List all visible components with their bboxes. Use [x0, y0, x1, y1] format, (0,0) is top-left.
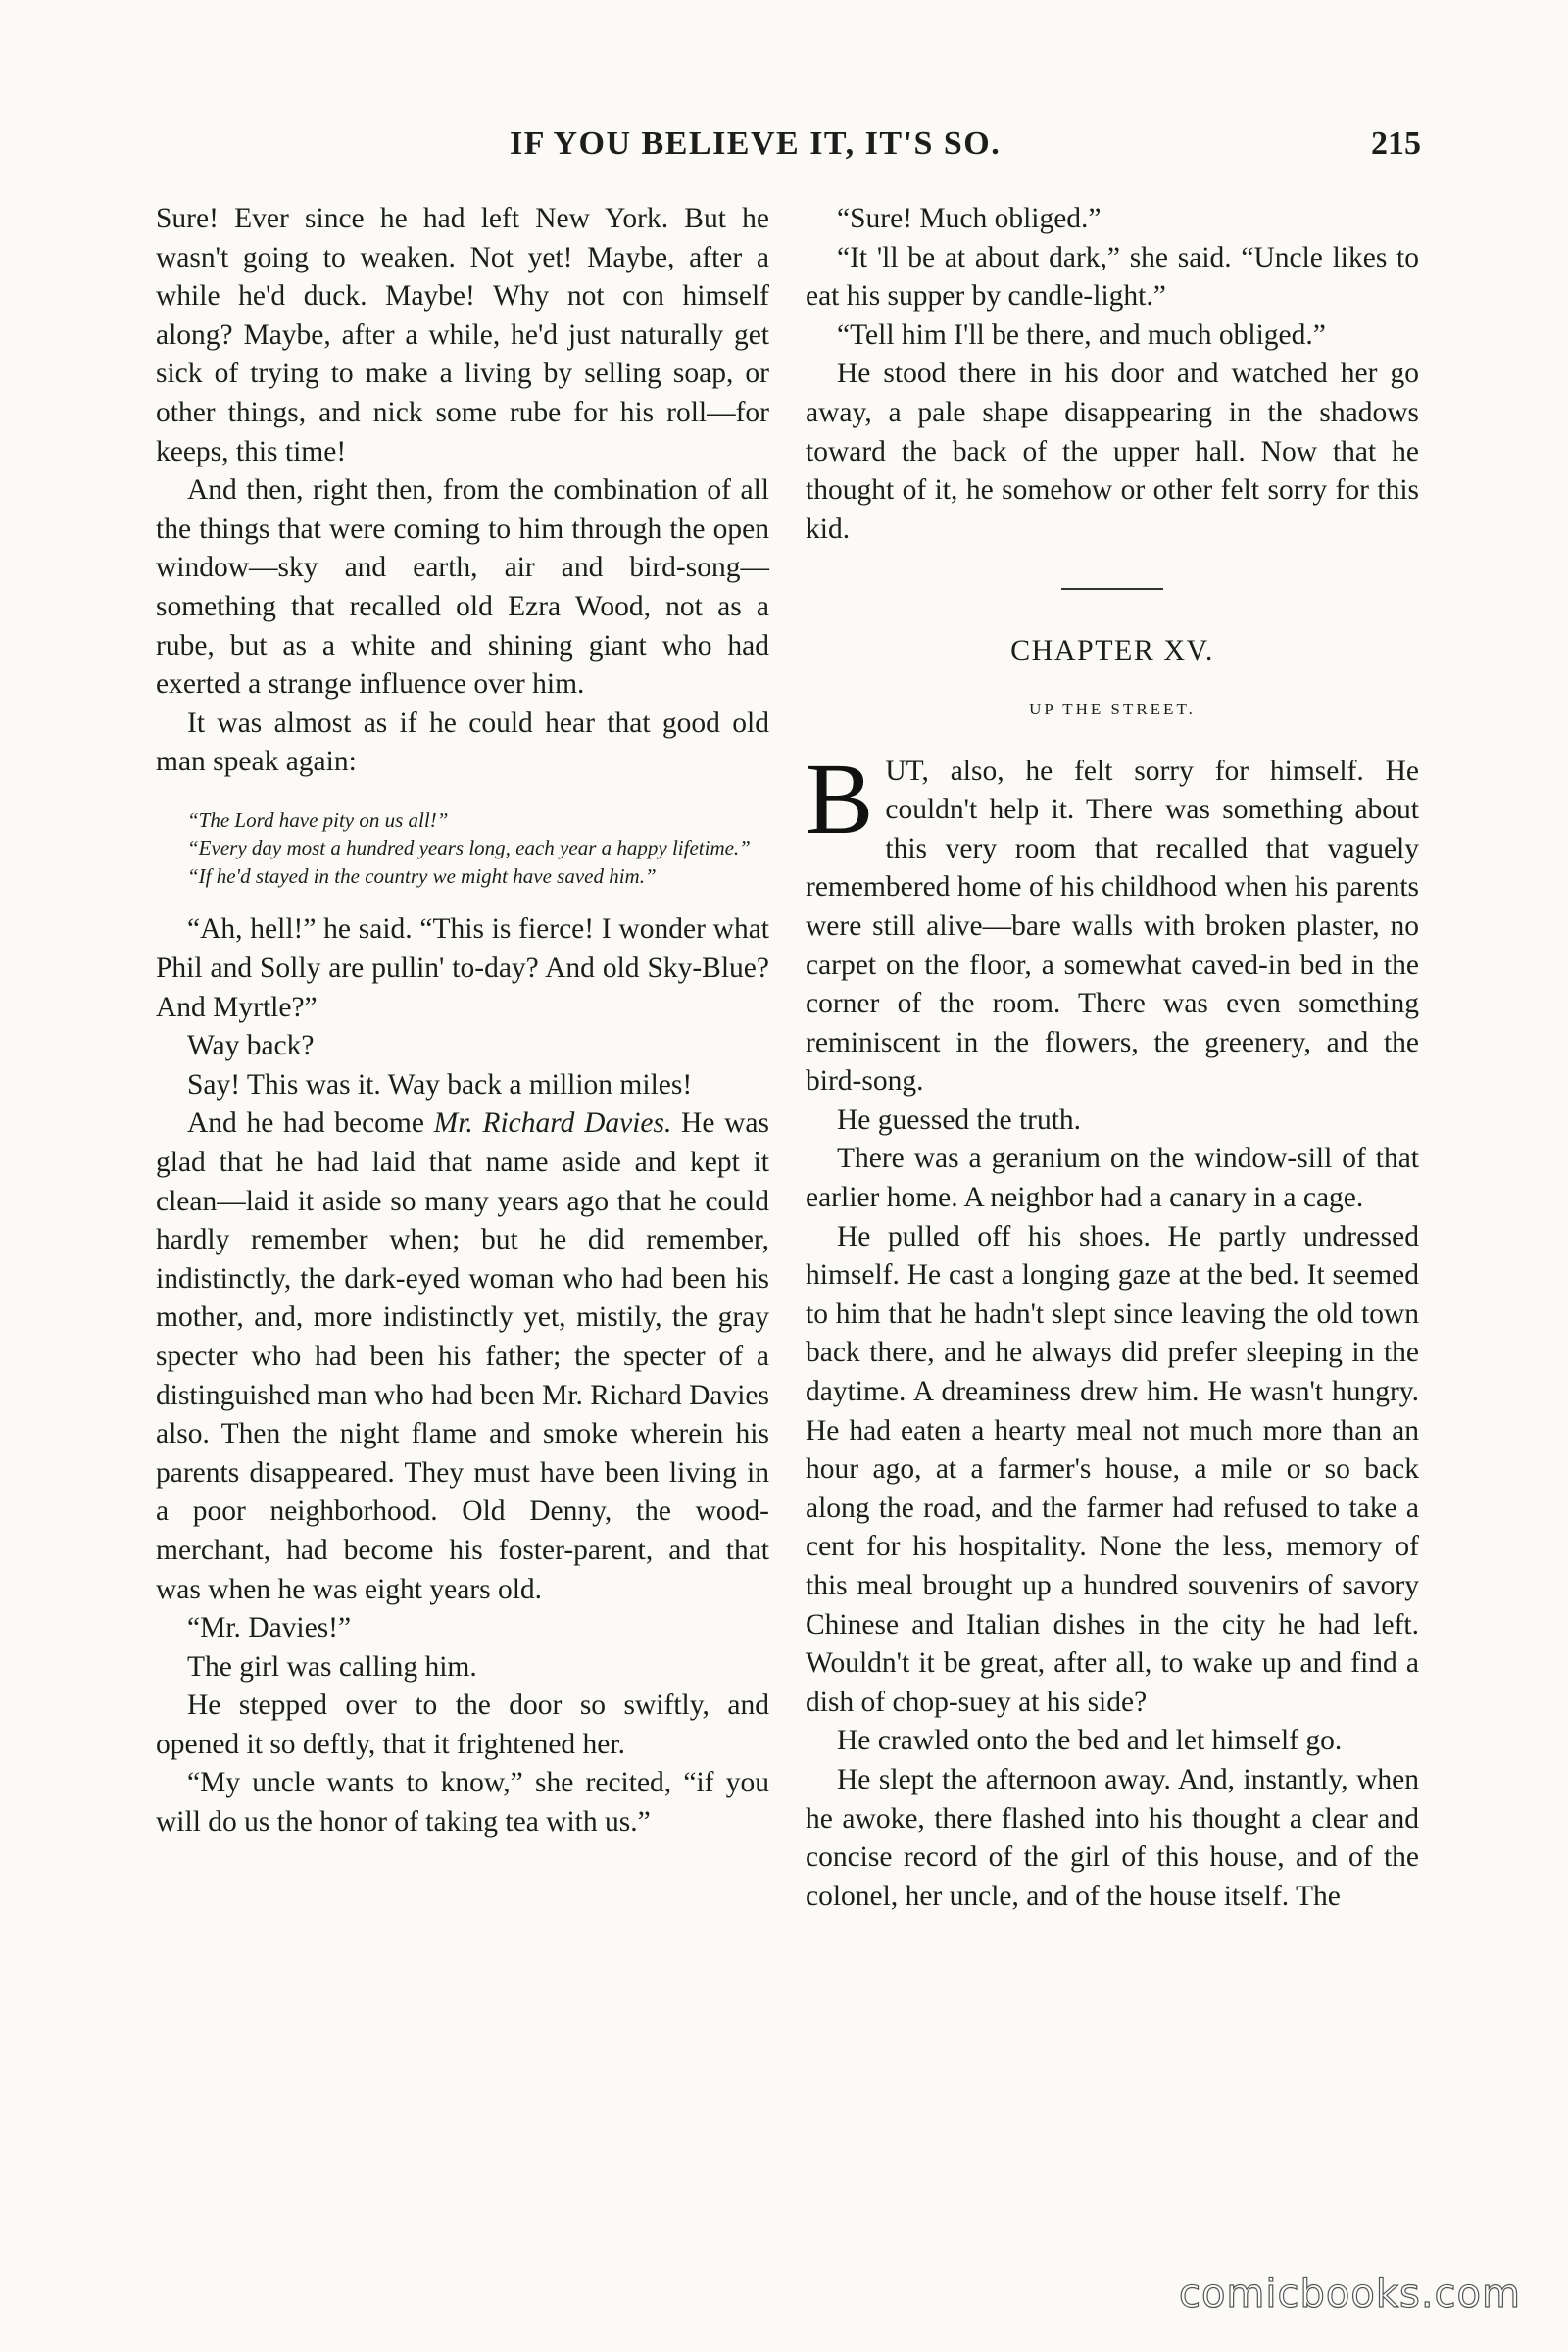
paragraph: “Sure! Much obliged.”	[837, 203, 1102, 234]
left-column	[156, 200, 769, 1842]
page-header	[157, 125, 1421, 174]
paragraph	[806, 742, 1419, 1102]
paragraph: Say! This was it. Way back a million miles!	[187, 1068, 693, 1101]
right-column	[806, 200, 1419, 1916]
italic-name: Mr. Richard Davies.	[433, 1107, 672, 1140]
paragraph: “Ah, hell!” he said. “This is fierce! I wonder what Phil and Solly are pullin' to-day? And old Sky-Blue? And Myrtle?”	[156, 913, 769, 1023]
paragraph: He slept the afternoon away. And, instantly, when he awoke, there flashed into his thought a clear and concise record of the girl of this house, and of the colonel, her uncle, and of the house itself. The	[806, 1763, 1419, 1912]
paragraph: Sure! Ever since he had left New York. But he wasn't going to weaken. Not yet! Maybe, after a while he'd duck. Maybe! Why not con himself along? Maybe, after a while, he'd just naturally get sick of trying to make a living by selling soap, or other things, and nick some rube for his roll—for keeps, this time!	[156, 203, 769, 467]
paragraph: Way back?	[187, 1030, 315, 1062]
paragraph: And then, right then, from the combination of all the things that were coming to him through the open window—sky and earth, air and bird-song—something that recalled old Ezra Wood, not as a rube, but as a white and shining giant who had exerted a strange influence over him.	[156, 474, 769, 701]
chapter-subtitle: UP THE STREET.	[1029, 699, 1196, 718]
text-run: He was glad that he had laid that name aside and kept it clean—laid it aside so many years ago that he could hardly remember when; but he did remember, indistinctly, the dark-eyed woman who had been his mother, and, more indistinctly yet, mistily, the gray specter who had been his father; the specter of a distinguished man who had been Mr. Richard Davies also. Then the night flame and smoke wherein his parents disappeared. They must have been living in a poor neighborhood. Old Denny, the wood-merchant, had become his foster-parent, and that was when he was eight years old.	[156, 1107, 769, 1605]
paragraph: “Mr. Davies!”	[187, 1612, 352, 1644]
paragraph: “It 'll be at about dark,” she said. “Uncle likes to eat his supper by candle-light.”	[806, 241, 1419, 313]
paragraph: He guessed the truth.	[837, 1103, 1082, 1136]
paragraph	[156, 1104, 769, 1609]
chapter-title: CHAPTER XV.	[1010, 634, 1214, 667]
verse-line: “Every day most a hundred years long, each year a happy lifetime.”	[187, 836, 751, 860]
page-number: 215	[1371, 125, 1421, 162]
paragraph: He crawled onto the bed and let himself go.	[837, 1725, 1343, 1757]
paragraph: It was almost as if he could hear that good old man speak again:	[156, 707, 769, 778]
paragraph: “Tell him I'll be there, and much obliged.”	[837, 318, 1326, 351]
running-title: IF YOU BELIEVE IT, IT'S SO.	[510, 125, 1002, 162]
verse-quote	[164, 808, 761, 890]
paragraph: He pulled off his shoes. He partly undressed himself. He cast a longing gaze at the bed. It seemed to him that he hadn't slept since leaving the old town back there, and he always did prefer sleeping in the daytime. A dreaminess drew him. He wasn't hungry. He had eaten a hearty meal not much more than an hour ago, at a farmer's house, a mile or so back along the road, and the farmer had refused to take a cent for his hospitality. None the less, memory of this meal brought up a hundred souvenirs of savory Chinese and Italian dishes in the city he had left. Wouldn't it be great, after all, to wake up and find a dish of chop-suey at his side?	[806, 1220, 1419, 1718]
verse-line: “The Lord have pity on us all!”	[187, 808, 449, 832]
section-divider	[1061, 588, 1163, 590]
paragraph: There was a geranium on the window-sill of that earlier home. A neighbor had a canary in a cage.	[806, 1143, 1419, 1214]
text-run: And he had become	[187, 1107, 434, 1140]
paragraph: He stood there in his door and watched her go away, a pale shape disappearing in the shadows toward the back of the upper hall. Now that he thought of it, he somehow or other felt sorry for this kid.	[806, 358, 1419, 545]
text-run: UT, also, he felt sorry for himself. He couldn't help it. There was something about this very room that recalled that vaguely remembered home of his childhood when his parents were still alive—bare walls with broken plaster, no carpet on the floor, a somewhat caved-in bed in the corner of the room. There was even something reminiscent in the flowers, the greenery, and the bird-song.	[806, 755, 1419, 1098]
verse-line: “If he'd stayed in the country we might have saved him.”	[187, 863, 657, 888]
paragraph: “My uncle wants to know,” she recited, “if you will do us the honor of taking tea with us.”	[156, 1767, 769, 1838]
watermark: comicbooks.com	[1178, 2272, 1521, 2317]
drop-cap: B	[806, 742, 874, 856]
paragraph: The girl was calling him.	[187, 1650, 477, 1683]
paragraph: He stepped over to the door so swiftly, and opened it so deftly, that it frightened her.	[156, 1690, 769, 1760]
